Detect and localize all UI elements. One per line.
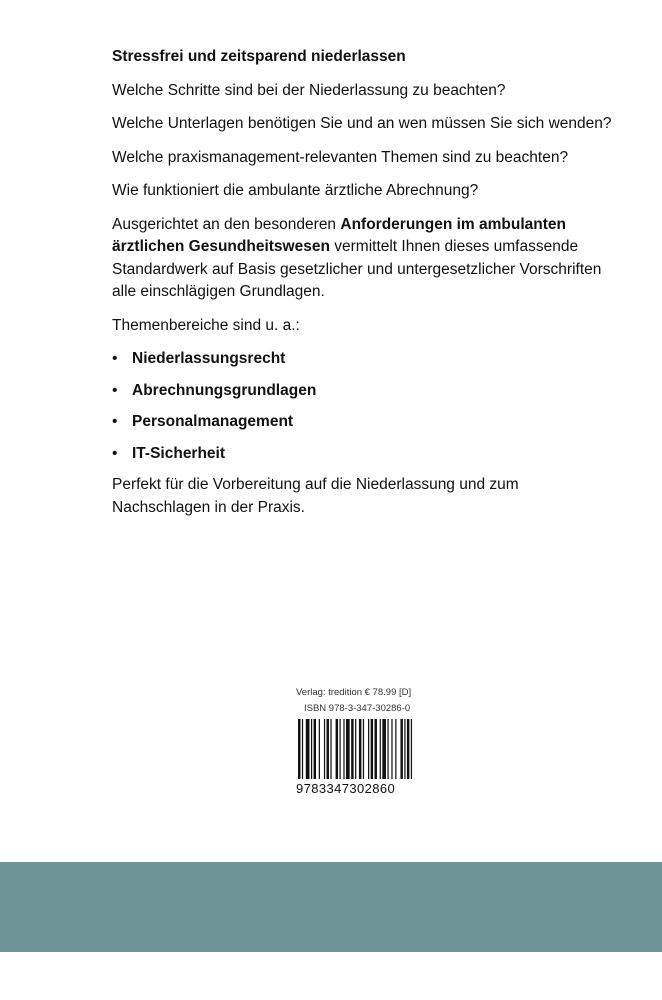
closing-paragraph: Perfekt für die Vorbereitung auf die Niederlassung und zum Nachschlagen in der Praxis. (112, 476, 519, 516)
barcode-icon (298, 719, 416, 779)
question-4: Wie funktioniert die ambulante ärztliche Abrechnung? (112, 182, 479, 199)
bullet-icon: • (112, 350, 118, 367)
list-item: • Personalmanagement (112, 411, 612, 434)
barcode-number: 9783347302860 (296, 781, 396, 796)
list-item: • IT-Sicherheit (112, 443, 612, 466)
bullet-icon: • (112, 413, 118, 430)
bullet-icon: • (112, 381, 118, 399)
intro-bold: Anforderungen im ambulanten ärztlichen Gesundheitswesen (112, 215, 566, 255)
list-item: • Niederlassungsrecht (112, 348, 612, 371)
footer-band (0, 862, 662, 952)
bullet-icon: • (112, 444, 118, 462)
barcode-block (296, 686, 426, 796)
question-2: Welche Unterlagen benötigen Sie und an wen müssen Sie sich wenden? (112, 115, 612, 132)
headline: Stressfrei und zeitsparend niederlassen (112, 48, 406, 65)
question-1: Welche Schritte sind bei der Niederlassung zu beachten? (112, 81, 506, 99)
back-cover-text (112, 46, 612, 530)
isbn-label: ISBN 978-3-347-30286-0 (304, 703, 411, 714)
publisher-price: Verlag: tredition € 78.99 [D] (296, 687, 412, 698)
question-3: Welche praxismanagement-relevanten Themen sind zu beachten? (112, 148, 569, 166)
intro-prefix: Ausgerichtet an den besonderen (112, 215, 341, 233)
topics-label: Themenbereiche sind u. a.: (112, 316, 300, 334)
intro-suffix: vermittelt Ihnen dieses umfassende Standardwerk auf Basis gesetzlicher und untergesetzlicher Vorschriften alle einschlägigen Grundlagen. (112, 238, 602, 300)
topics-list (112, 348, 612, 465)
list-item: • Abrechnungsgrundlagen (112, 380, 612, 403)
intro-paragraph (112, 214, 612, 304)
